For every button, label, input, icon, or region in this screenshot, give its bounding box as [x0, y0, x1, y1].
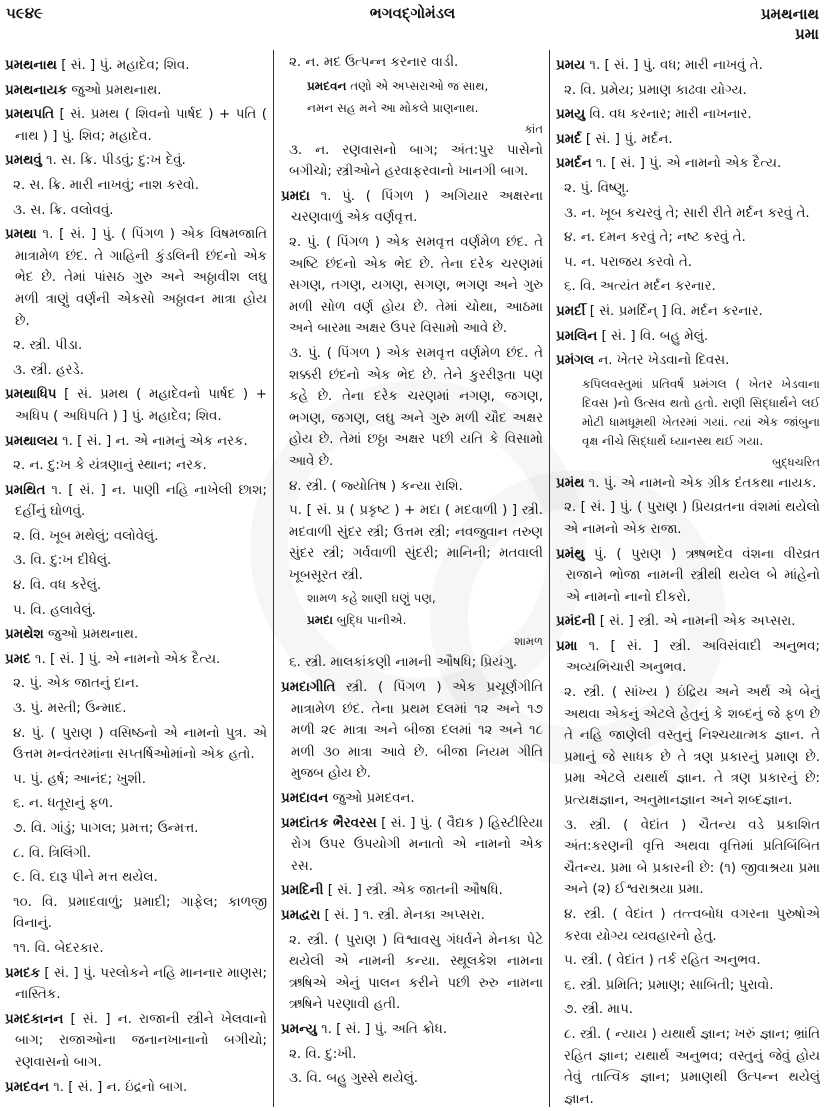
headword: પ્રમદવન: [5, 1079, 49, 1095]
entry-sense: [5, 698, 267, 720]
dictionary-entry: [556, 544, 820, 609]
headword: પ્રમથપતિ: [5, 107, 55, 123]
headword: પ્રમર્દી: [556, 303, 586, 319]
column-right: [556, 52, 820, 1105]
entry-sense: [5, 550, 267, 572]
dictionary-entry: [281, 905, 543, 927]
entry-sense: [556, 950, 820, 972]
definition-text: ૧. [ સં. ] પું. એ નામનો એક દૈત્ય.: [591, 156, 782, 172]
definition-text: ૧. [ સં. ] પું. વધ; મારી નાખવું તે.: [585, 58, 763, 73]
headword: પ્રમદવન: [307, 78, 347, 93]
citation-source: [556, 454, 820, 470]
column-middle: [281, 52, 543, 1105]
definition-text: ૩. પું. મસ્તી; ઉન્માદ.: [13, 701, 127, 717]
definition-text: ૩. પું. ( પિંગળ ) એક સમવૃત્ત વર્ણમેળ છંદ. તે શક્કરી છંદનો એક ભેદ છે. તેને કુરરીરૂતા પણ કહે છે. તેના દરેક ચરણમાં નગણ, જગણ, ભગણ, જગણ, લઘુ અને ગુરુ મળી ચૌદ અક્ષર હોય છે. તેમાં છઠ્ઠા અક્ષર પછી યતિ કે વિસામો આવે છે.: [289, 345, 543, 469]
definition-text: [ સં. પ્રમથ ( શિવનો પાર્ષદ ) + પતિ ( નાથ ) ] પું. શિવ; મહાદેવ.: [15, 107, 267, 144]
definition-text: વિ. વધ કરનાર; મારી નાખનાર.: [585, 107, 752, 123]
column-divider: [549, 50, 550, 1107]
entry-sense: [5, 892, 267, 935]
column-left: [5, 52, 267, 1105]
definition-text: [ સં. ] વિ. બહુ મેલું.: [597, 328, 709, 344]
headword: પ્રમંગલ: [556, 353, 595, 369]
headword: પ્રમન્યુ: [281, 1021, 317, 1037]
entry-sense: [5, 335, 267, 357]
headword: પ્રમથેશ: [5, 627, 44, 643]
entry-sense: [556, 682, 820, 812]
definition-text: બુદ્ધિ પાનીએ.: [332, 613, 407, 628]
definition-text: ૧. પું. ( પિંગળ ) અગિયાર અક્ષરના ચરણવાળું એક વર્ણવૃત્ત.: [291, 188, 543, 226]
entry-sense: [281, 500, 543, 586]
dictionary-entry: [281, 880, 543, 902]
definition-text: ૯. વિ. દારૂ પીને મત્ત થયેલ.: [13, 870, 158, 886]
citation-source: [281, 121, 543, 137]
headword: પ્રમય: [556, 58, 586, 73]
entry-sense: [556, 80, 820, 102]
definition-text: [ સં. ] પું. મહાદેવ; શિવ.: [56, 58, 190, 73]
dictionary-entry: [556, 153, 820, 175]
definition-text: નમન સહ મને આ મોકલે પ્રાણનાથ.: [307, 100, 479, 115]
definition-text: ૩. સ્ત્રી. ( વેદાંત ) ચૈતન્ય વડે પ્રકાશિત અંત:કરણની વૃત્તિ અથવા વૃત્તિમાં પ્રતિબિંબિત ચૈતન્ય. પ્રમા બે પ્રકારની છે: (૧) જીવાશ્રયા પ્રમા અને (૨) ઈશ્વરાશ્રયા પ્રમા.: [564, 817, 820, 898]
entry-sense: [556, 276, 820, 298]
entry-sense: [556, 178, 820, 200]
definition-text: ૨. સ્ત્રી. ( પુરાણ ) વિશ્વાવસુ ગંધર્વને મેનકા પેટે થયેલી એ નામની કન્યા. સ્થૂલકેશ નામના ઋષિએ એનું પાલન કરીને પછી રુરુ નામના ઋષિને પરણાવી હતી.: [289, 932, 543, 1013]
dictionary-entry: [556, 104, 820, 126]
definition-text: ૩. વિ. દુ:ખ દીધેલું.: [13, 553, 112, 569]
dictionary-entry: [5, 1077, 267, 1099]
citation-quote: [281, 77, 543, 96]
headword: પ્રમર્દન: [556, 156, 592, 172]
guide-word-first: પ્રમથનાથ: [760, 5, 819, 23]
definition-text: ૬. સ્ત્રી. માલકાંકણી નામની ઔષધિ; પ્રિયંગુ.: [289, 655, 518, 671]
definition-text: ૨. ન. દુ:ખ કે યંત્રણાનું સ્થાન; નરક.: [13, 458, 207, 474]
entry-sense: [5, 600, 267, 622]
entry-sense: [556, 227, 820, 249]
definition-text: [ સં. ] સ્ત્રી. એ નામની એક અપ્સરા.: [595, 614, 796, 630]
definition-text: ૨. વિ. ખૂબ મથેલું; વલોવેલું.: [13, 528, 159, 544]
definition-text: ૨. પું. ( પિંગળ ) એક સમવૃત્ત વર્ણમેળ છંદ. તે અષ્ટિ છંદનો એક ભેદ છે. તેના દરેક ચરણમાં સગણ, તગણ, યગણ, સગણ, ભગણ અને ગુરુ મળી સોળ વર્ણ હોય છે. તેમાં ચોથા, આઠમા અને બારમા અક્ષર ઉપર વિસામો આવે છે.: [289, 234, 543, 337]
dictionary-entry: [5, 224, 267, 332]
citation-source: [281, 633, 543, 649]
definition-text: ૪. સ્ત્રી. ( વેદાંત ) તત્ત્વબોધ વગરના પુરુષોએ કરવા યોગ્ય વ્યવહારનો હેતુ.: [564, 907, 820, 944]
entry-sense: [5, 673, 267, 695]
dictionary-entry: [5, 104, 267, 147]
headword: પ્રમદાવન: [281, 791, 329, 807]
definition-text: ૨. સ્ત્રી. પીડા.: [13, 338, 83, 354]
definition-text: કપિલવસ્તુમાં પ્રતિવર્ષ પ્રમંગલ ( ખેતર ખેડવાના દિવસ )નો ઉત્સવ થતો હતો. રાણી સિદ્ધાર્થને લઈ મોટી ધામધૂમથી ખેતરમાં ગયાં. ત્યાં એક જાંબુના વૃક્ષ નીચે સિદ્ધાર્થ ધ્યાનસ્થ થઈ ગયા.: [582, 376, 820, 448]
definition-text: ૩. સ. ક્રિ. વલોવવું.: [13, 202, 114, 218]
headword: પ્રમદા: [281, 188, 310, 204]
definition-text: ૫. પું. હર્ષ; આનંદ; ખુશી.: [13, 771, 146, 787]
entry-sense: [5, 175, 267, 197]
entry-sense: [556, 497, 820, 540]
definition-text: ૨. સ. ક્રિ. મારી નાખવું; નાશ કરવો.: [13, 177, 200, 193]
entry-sense: [556, 203, 820, 225]
definition-text: પું. ( પુરાણ ) ઋષભદેવ વંશના વીરવ્રત રાજાને ભોજા નામની સ્ત્રીથી થયેલ બે માંહેનો એ નામનો નાનો દીકરો.: [566, 546, 820, 605]
dictionary-entry: [556, 129, 820, 151]
definition-text: ૧. [ સં. ] ન. પાણી નહિ નાખેલી છાશ; દહીંનું ઘોળવું.: [15, 482, 267, 520]
headword: પ્રમદાંતક ભૈરવરસ: [281, 815, 377, 831]
headword: પ્રમથાલય: [5, 433, 58, 449]
headword: પ્રમલિન: [556, 328, 598, 344]
dictionary-entry: [281, 677, 543, 785]
column-divider: [273, 50, 274, 1107]
dictionary-entry: [5, 55, 267, 77]
citation-quote: [281, 99, 543, 118]
dictionary-entry: [281, 788, 543, 810]
headword: પ્રમદ: [5, 651, 31, 667]
entry-sense: [556, 904, 820, 947]
dictionary-entry: [5, 80, 267, 102]
dictionary-entry: [5, 150, 267, 172]
headword: પ્રમયુ: [556, 107, 586, 123]
definition-text: [ સં. ] ન. રાજાની સ્ત્રીને ખેલવાનો બાગ; રાજાઓના જનાનખાનાનો બગીચો; રણવાસનો બાગ.: [15, 1011, 267, 1070]
entry-sense: [281, 232, 543, 340]
definition-text: ૧. [ સં. ] સ્ત્રી. અવિસંવાદી અનુભવ; અવ્યભિચારી અનુભવ.: [566, 638, 820, 676]
definition-text: ૪. ન. દમન કરવું તે; નષ્ટ કરવું તે.: [564, 230, 746, 246]
definition-text: ૨. ન. મદ ઉત્પન્ન કરનાર વાડી.: [289, 55, 459, 70]
dictionary-entry: [281, 1019, 543, 1041]
definition-text: જુઓ પ્રમથનાથ.: [43, 627, 139, 643]
dictionary-entry: [5, 431, 267, 453]
definition-text: સ્ત્રી. ( પિંગળ ) એક પ્રચૂર્ણગીતિ માત્રામેળ છંદ. તેના પ્રથમ દલમાં ૧૨ અને ૧૭ મળી ૨૯ માત્રા અને બીજા દલમાં ૧૨ અને ૧૮ મળી ૩૦ માત્રા આવે છે. બીજા નિયમ ગીતિ મુજબ હોય છે.: [291, 680, 543, 782]
definition-text: ન. ખેતર ખેડવાનો દિવસ.: [594, 353, 730, 369]
headword: પ્રમદાગીતિ: [281, 680, 336, 696]
headword: પ્રમા: [556, 638, 578, 654]
entry-sense: [5, 723, 267, 766]
entry-sense: [281, 652, 543, 674]
definition-text: ૧૧. વિ. બેદરકાર.: [13, 940, 104, 956]
headword: પ્રમંદની: [556, 614, 596, 630]
citation-quote: [281, 611, 543, 630]
definition-text: ૮. વિ. ત્રિલિંગી.: [13, 845, 92, 861]
dictionary-entry: [5, 384, 267, 427]
dictionary-entry: [5, 649, 267, 671]
definition-text: ૮. સ્ત્રી. ( ન્યાય ) યથાર્થ જ્ઞાન; ખરું જ્ઞાન; ભ્રાંતિ રહિત જ્ઞાન; યથાર્થ અનુભવ; વસ્તુનું જેવું હોય તેવું તાત્વિક જ્ઞાન; પ્રમાણથી ઉત્પન્ન થયેલું જ્ઞાન.: [564, 1026, 820, 1105]
guide-word-last: પ્રમા: [794, 25, 819, 43]
definition-text: ૨. [ સં. ] પું. ( પુરાણ ) પ્રિયવ્રતના વંશમાં થયેલો એ નામનો એક રાજા.: [564, 500, 820, 537]
definition-text: ૩. વિ. બહુ ગુસ્સે થયેલું.: [289, 1071, 418, 1087]
page-number: ૫૯૪૯: [6, 4, 43, 22]
definition-text: [ સં. પ્રમથ ( મહાદેવનો પાર્ષદ ) + અધિપ ( અધિપતિ ) ] પું. મહાદેવ; શિવ.: [15, 387, 267, 424]
definition-text: ૨. વિ. પ્રમેય; પ્રમાણ કાઢવા યોગ્ય.: [564, 82, 747, 98]
definition-text: ૭. સ્ત્રી. માપ.: [564, 1002, 634, 1018]
definition-text: ૬. સ્ત્રી. પ્રમિતિ; પ્રમાણ; સાબિતી; પુરાવો.: [564, 977, 774, 993]
definition-text: ૪. વિ. વધ કરેલું.: [13, 578, 102, 594]
definition-text: [ સં. પ્રમર્દિન્ ] વિ. મર્દન કરનાર.: [585, 303, 763, 319]
entry-sense: [5, 455, 267, 477]
entry-sense: [281, 1044, 543, 1066]
definition-text: ૩. સ્ત્રી. હરડે.: [13, 362, 85, 378]
definition-text: ૨. પું. એક જાતનું દાન.: [13, 676, 140, 692]
definition-text: ૨. સ્ત્રી. ( સાંખ્ય ) ઇંદ્રિય અને અર્થ એ બેનું અથવા એકનું એટલે હેતુનું કે શબ્દનું જે ફળ છે તે નહિ જાણેલી વસ્તુનું નિશ્ચયાત્મક જ્ઞાન. તે પ્રમાનું જે સાધક છે તે ત્રણ પ્રકારનું પ્રમાણ છે. પ્રમા એટલે યથાર્થ જ્ઞાન. તે ત્રણ પ્રકારનું છે: પ્રત્યક્ષજ્ઞાન, અનુમાનજ્ઞાન અને શબ્દજ્ઞાન.: [564, 685, 820, 809]
definition-text: ૩. ન. રણવાસનો બાગ; અંત:પુર પાસેનો બગીચો; સ્ત્રીઓને હરવાફરવાનો ખાનગી બાગ.: [289, 142, 543, 180]
entry-sense: [556, 252, 820, 274]
entry-sense: [281, 343, 543, 473]
entry-sense: [5, 867, 267, 889]
definition-text: ૪. પું. ( પુરાણ ) વસિષ્ઠનો એ નામનો પુત્ર. એ ઉત્તમ મન્વંતરમાંના સપ્તર્ષિઓમાંનો એક હતો.: [13, 725, 267, 763]
definition-text: ૬. ન. ધતૂરાનું ફળ.: [13, 796, 114, 812]
entry-sense: [5, 200, 267, 222]
definition-text: બુદ્ધચરિત: [772, 454, 820, 469]
entry-sense: [281, 52, 543, 74]
headword: પ્રમથનાથ: [5, 58, 57, 73]
definition-text: તણો એ અપ્સરાઓ જ સાથ,: [346, 78, 489, 93]
dictionary-entry: [281, 813, 543, 878]
entry-sense: [556, 815, 820, 901]
definition-text: [ સં. ] ૧. સ્ત્રી. મેનકા અપ્સરા.: [320, 908, 485, 923]
headword: પ્રમંથ: [556, 475, 585, 491]
definition-text: જુઓ પ્રમથનાથ.: [67, 82, 162, 98]
definition-text: ૧. સ. ક્રિ. પીડવું; દુ:ખ દેવું.: [41, 153, 186, 169]
definition-text: ૧. [ સં. ] પું. અતિ ક્રોધ.: [316, 1021, 448, 1037]
entry-sense: [556, 1024, 820, 1105]
dictionary-entry: [556, 636, 820, 679]
definition-text: ૩. ન. ખૂબ કચરવું તે; સારી રીતે મર્દન કરવું તે.: [564, 205, 810, 221]
entry-sense: [5, 793, 267, 815]
definition-text: [ સં. ] પું. પરલોકને નહિ માનનાર માણસ; નાસ્તિક.: [15, 965, 267, 1003]
definition-text: ૨. પું. વિષ્ણુ.: [564, 180, 630, 196]
headword: પ્રમર્દ: [556, 131, 582, 147]
entry-sense: [5, 818, 267, 840]
definition-text: ૧. [ સં. ] ન. એ નામનું એક નરક.: [57, 433, 248, 449]
definition-text: [ સં. ] પું. મર્દન.: [581, 131, 673, 147]
definition-text: [ સં. ] પું. ( વૈદ્યક ) હિસ્ટીરિયા રોગ ઉપર ઉપયોગી મનાતો એ નામનો એક રસ.: [291, 815, 543, 874]
dictionary-entry: [556, 301, 820, 323]
entry-sense: [556, 975, 820, 997]
headword: પ્રમથાધિપ: [5, 387, 57, 403]
entry-sense: [281, 930, 543, 1016]
page-title: ભગવદ્ગોમંડલ: [369, 4, 456, 22]
definition-text: ૫. ન. પરાજય કરવો તે.: [564, 254, 693, 270]
entry-sense: [5, 526, 267, 548]
headword: પ્રમથવું: [5, 153, 42, 169]
dictionary-entry: [5, 1009, 267, 1074]
definition-text: [ સં. ] સ્ત્રી. એક જાતની ઔષધિ.: [323, 883, 503, 899]
definition-text: ૬. વિ. અત્યંત મર્દન કરનાર.: [564, 279, 716, 295]
definition-text: શામળ: [514, 634, 543, 649]
entry-sense: [556, 999, 820, 1021]
dictionary-entry: [556, 55, 820, 77]
citation-quote: [556, 375, 820, 451]
definition-text: ૫. સ્ત્રી. ( વેદાંત ) તર્ક રહિત અનુભવ.: [564, 953, 761, 969]
entry-sense: [281, 140, 543, 183]
dictionary-entry: [556, 326, 820, 348]
entry-sense: [281, 1068, 543, 1090]
definition-text: ૨. વિ. દુ:ખી.: [289, 1046, 357, 1062]
dictionary-entry: [5, 963, 267, 1006]
definition-text: કાંત: [524, 121, 543, 136]
dictionary-entry: [556, 611, 820, 633]
entry-sense: [5, 769, 267, 791]
definition-text: જુઓ પ્રમદવન.: [328, 791, 415, 807]
guide-words: [761, 4, 819, 44]
entry-sense: [5, 360, 267, 382]
definition-text: ૭. વિ. ગાંડું; પાગલ; પ્રમત્ત; ઉન્મત્ત.: [13, 821, 199, 836]
entry-sense: [5, 938, 267, 960]
headword: પ્રમંથુ: [556, 546, 585, 562]
definition-text: ૧. [ સં. ] પું. એ નામનો એક દૈત્ય.: [30, 651, 221, 667]
entry-sense: [281, 476, 543, 498]
headword: પ્રમથા: [5, 227, 37, 243]
dictionary-entry: [556, 473, 820, 495]
dictionary-entry: [281, 186, 543, 229]
definition-text: ૧. [ સં. ] ન. ઇંદ્રનો બાગ.: [48, 1079, 188, 1095]
headword: પ્રમદકાનન: [5, 1011, 64, 1027]
headword: પ્રમથનાયક: [5, 82, 68, 98]
entry-sense: [5, 843, 267, 865]
headword: પ્રમદા: [307, 613, 333, 628]
headword: પ્રમદક: [5, 965, 41, 981]
definition-text: ૪. સ્ત્રી. ( જ્યોતિષ ) કન્યા રાશિ.: [289, 478, 463, 494]
definition-text: ૧. પું. એ નામનો એક ગ્રીક દંતકથા નાયક.: [584, 475, 817, 491]
headword: પ્રમદિની: [281, 883, 324, 899]
entry-sense: [5, 575, 267, 597]
definition-text: ૧૦. વિ. પ્રમાદવાળું; પ્રમાદી; ગાફેલ; કાળજી વિનાનું.: [13, 894, 267, 932]
dictionary-entry: [556, 350, 820, 372]
definition-text: ૧. [ સં. ] પું. ( પિંગળ ) એક વિષમજાતિ માત્રામેળ છંદ. તે ગાહિની કુંડલિની છંદનો એક ભેદ છે. તેમાં પાંસઠ ગુરુ અને અઠ્ઠાવીશ લઘુ મળી ત્રાણું વર્ણની એકસો અઠ્ઠાવન માત્રા હોય છે.: [15, 227, 267, 329]
definition-text: ૫. [ સં. પ્ર ( પ્રકૃષ્ટ ) + મદા ( મદવાળી ) ] સ્ત્રી. મદવાળી સુંદર સ્ત્રી; ઉત્તમ સ્ત્રી; નવજુવાન તરુણ સુંદર સ્ત્રી; ગર્વવાળી સુંદરી; માનિની; મતવાલી ખૂબસૂરત સ્ત્રી.: [289, 503, 543, 583]
dictionary-entry: [5, 480, 267, 523]
headword: પ્રમદ્વરા: [281, 908, 321, 923]
headword: પ્રમથિત: [5, 482, 46, 498]
definition-text: શામળ કહે શાણી ઘણું પણ,: [307, 591, 436, 606]
dictionary-entry: [5, 624, 267, 646]
citation-quote: [281, 589, 543, 608]
definition-text: ૫. વિ. હલાવેલું.: [13, 602, 96, 618]
